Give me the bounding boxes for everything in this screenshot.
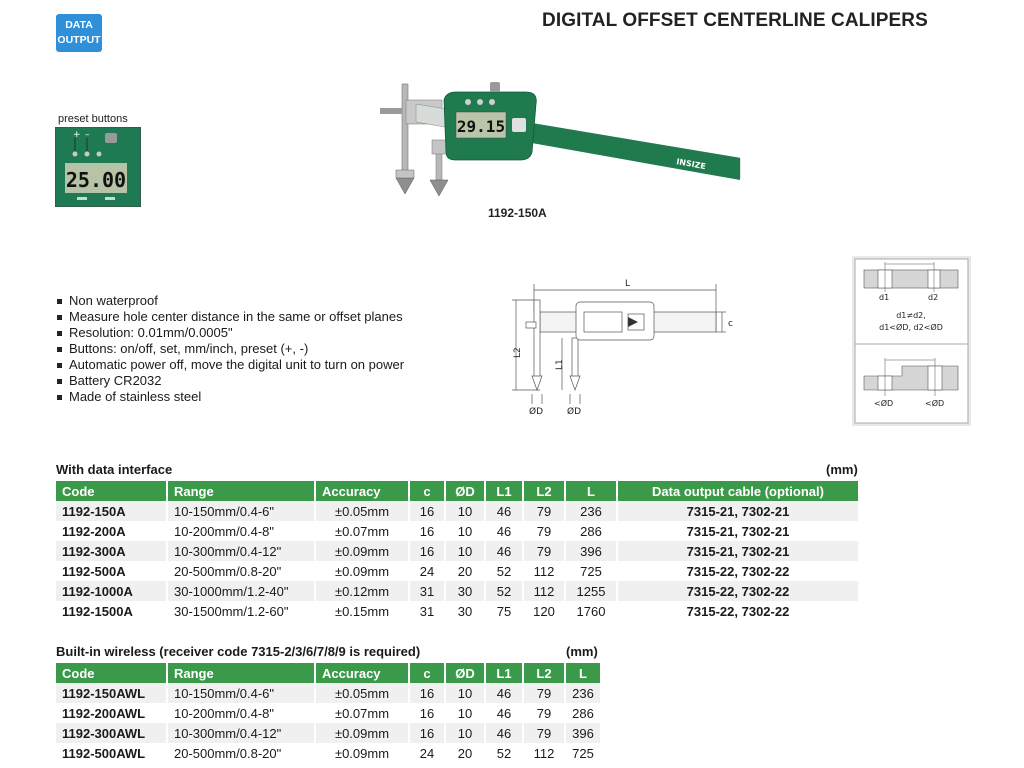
- cell-c: 16: [409, 541, 445, 561]
- table-row: [56, 501, 859, 521]
- cell-l: 236: [565, 683, 601, 703]
- cell-accuracy: ±0.09mm: [315, 723, 409, 743]
- cell-l1: 52: [485, 743, 523, 763]
- cell-l1: 46: [485, 703, 523, 723]
- cell-range: 30-1500mm/1.2-60": [167, 601, 315, 621]
- table-row: [56, 541, 859, 561]
- cell-l2: 112: [523, 581, 565, 601]
- caliper-image: [376, 82, 746, 200]
- table-row: [56, 601, 859, 621]
- col-l1: L1: [485, 663, 523, 683]
- col-l1: L1: [485, 481, 523, 501]
- cell-l2: 112: [523, 561, 565, 581]
- cell-l1: 52: [485, 581, 523, 601]
- dim-c-label: c: [728, 319, 733, 329]
- cell-l2: 79: [523, 501, 565, 521]
- cell-accuracy: ±0.07mm: [315, 703, 409, 723]
- col-code: Code: [56, 481, 167, 501]
- cell-l: 1760: [565, 601, 617, 621]
- cell-accuracy: ±0.09mm: [315, 541, 409, 561]
- cell-cable: 7315-21, 7302-21: [617, 541, 859, 561]
- table-row: [56, 561, 859, 581]
- dim-L1-label: L1: [555, 359, 565, 370]
- note-d2: d2: [928, 293, 939, 302]
- cell-accuracy: ±0.15mm: [315, 601, 409, 621]
- model-label: 1192-150A: [488, 206, 547, 220]
- table2-title: Built-in wireless (receiver code 7315-2/3/6/7/8/9 is required): [56, 644, 421, 659]
- cell-od: 10: [445, 501, 485, 521]
- cell-l1: 46: [485, 521, 523, 541]
- cell-accuracy: ±0.12mm: [315, 581, 409, 601]
- dim-L2-label: L2: [513, 347, 523, 358]
- cell-l2: 79: [523, 541, 565, 561]
- table2-unit: (mm): [566, 644, 598, 659]
- cell-l: 236: [565, 501, 617, 521]
- cell-cable: 7315-22, 7302-22: [617, 561, 859, 581]
- cell-c: 24: [409, 561, 445, 581]
- note-d1: d1: [879, 293, 890, 302]
- cell-l1: 46: [485, 723, 523, 743]
- cell-l1: 52: [485, 561, 523, 581]
- cell-c: 24: [409, 743, 445, 763]
- cell-od: 10: [445, 521, 485, 541]
- cell-c: 16: [409, 501, 445, 521]
- col-accuracy: Accuracy: [315, 663, 409, 683]
- feature-item: Battery CR2032: [56, 373, 404, 389]
- cell-code: 1192-150AWL: [56, 683, 167, 703]
- cell-c: 16: [409, 703, 445, 723]
- col-od: ØD: [445, 663, 485, 683]
- cell-l2: 79: [523, 521, 565, 541]
- cell-cable: 7315-21, 7302-21: [617, 501, 859, 521]
- wireless-table: [56, 663, 602, 763]
- cell-c: 31: [409, 581, 445, 601]
- cell-c: 16: [409, 521, 445, 541]
- note-line1: d1≠d2,: [896, 311, 926, 320]
- cell-l2: 120: [523, 601, 565, 621]
- brand-logo: INSIZE: [675, 157, 707, 172]
- cell-l2: 79: [523, 703, 565, 723]
- feature-item: Resolution: 0.01mm/0.0005": [56, 325, 404, 341]
- cell-range: 10-300mm/0.4-12": [167, 541, 315, 561]
- cell-code: 1192-1500A: [56, 601, 167, 621]
- table-row: [56, 703, 601, 723]
- cell-od: 30: [445, 601, 485, 621]
- cell-c: 16: [409, 723, 445, 743]
- col-l: L: [565, 481, 617, 501]
- feature-item: Automatic power off, move the digital unit to turn on power: [56, 357, 404, 373]
- cell-range: 10-150mm/0.4-6": [167, 683, 315, 703]
- cell-code: 1192-200AWL: [56, 703, 167, 723]
- col-l2: L2: [523, 481, 565, 501]
- table-row: [56, 581, 859, 601]
- dim-OD2-label: ØD: [567, 407, 582, 417]
- main-display-value: 29.15: [456, 117, 506, 136]
- cell-range: 20-500mm/0.8-20": [167, 743, 315, 763]
- preset-buttons-label: preset buttons: [58, 113, 128, 125]
- cell-accuracy: ±0.09mm: [315, 561, 409, 581]
- cell-range: 20-500mm/0.8-20": [167, 561, 315, 581]
- cell-od: 10: [445, 541, 485, 561]
- cell-od: 10: [445, 723, 485, 743]
- badge-line1: DATA: [65, 19, 93, 31]
- dim-L-label: L: [625, 279, 631, 289]
- col-c: c: [409, 481, 445, 501]
- page-title: DIGITAL OFFSET CENTERLINE CALIPERS: [542, 10, 928, 31]
- dim-OD1-label: ØD: [529, 407, 544, 417]
- table-row: [56, 743, 601, 763]
- cell-accuracy: ±0.05mm: [315, 683, 409, 703]
- cell-range: 10-200mm/0.4-8": [167, 703, 315, 723]
- table-row: [56, 723, 601, 743]
- cell-accuracy: ±0.05mm: [315, 501, 409, 521]
- col-range: Range: [167, 481, 315, 501]
- cell-code: 1192-500AWL: [56, 743, 167, 763]
- feature-list: [56, 293, 404, 405]
- cell-l: 725: [565, 561, 617, 581]
- note-od1: <ØD: [874, 399, 894, 408]
- cell-accuracy: ±0.09mm: [315, 743, 409, 763]
- cell-l: 286: [565, 521, 617, 541]
- cell-cable: 7315-22, 7302-22: [617, 601, 859, 621]
- dimension-diagram: [510, 272, 740, 422]
- table-row: [56, 521, 859, 541]
- cell-l2: 79: [523, 723, 565, 743]
- cell-l2: 112: [523, 743, 565, 763]
- svg-text:–: –: [85, 130, 90, 140]
- preset-display-value: 25.00: [65, 168, 127, 192]
- svg-text:+: +: [73, 130, 81, 140]
- cell-od: 20: [445, 561, 485, 581]
- cell-range: 10-150mm/0.4-6": [167, 501, 315, 521]
- feature-item: Non waterproof: [56, 293, 404, 309]
- cell-accuracy: ±0.07mm: [315, 521, 409, 541]
- col-range: Range: [167, 663, 315, 683]
- feature-item: Made of stainless steel: [56, 389, 404, 405]
- table-row: [56, 683, 601, 703]
- cell-l: 725: [565, 743, 601, 763]
- cell-code: 1192-300A: [56, 541, 167, 561]
- cell-l1: 46: [485, 541, 523, 561]
- cell-c: 31: [409, 601, 445, 621]
- cell-code: 1192-150A: [56, 501, 167, 521]
- table1-title: With data interface: [56, 462, 173, 477]
- cell-code: 1192-300AWL: [56, 723, 167, 743]
- feature-item: Measure hole center distance in the same or offset planes: [56, 309, 404, 325]
- cell-cable: 7315-21, 7302-21: [617, 521, 859, 541]
- cell-range: 10-300mm/0.4-12": [167, 723, 315, 743]
- cell-c: 16: [409, 683, 445, 703]
- col-cable: Data output cable (optional): [617, 481, 859, 501]
- cell-l: 1255: [565, 581, 617, 601]
- col-code: Code: [56, 663, 167, 683]
- cell-l1: 46: [485, 683, 523, 703]
- note-od2: <ØD: [925, 399, 945, 408]
- feature-item: Buttons: on/off, set, mm/inch, preset (+, -): [56, 341, 404, 357]
- cell-code: 1192-1000A: [56, 581, 167, 601]
- cell-code: 1192-500A: [56, 561, 167, 581]
- cell-l1: 46: [485, 501, 523, 521]
- col-l: L: [565, 663, 601, 683]
- cell-l: 286: [565, 703, 601, 723]
- cell-cable: 7315-22, 7302-22: [617, 581, 859, 601]
- table1-unit: (mm): [826, 462, 858, 477]
- cell-l: 396: [565, 723, 601, 743]
- cell-l1: 75: [485, 601, 523, 621]
- hole-note-diagram: [852, 256, 971, 426]
- cell-od: 10: [445, 683, 485, 703]
- table-header-row: [56, 481, 859, 501]
- data-output-badge: [56, 14, 102, 52]
- cell-range: 10-200mm/0.4-8": [167, 521, 315, 541]
- table-header-row: [56, 663, 601, 683]
- cell-od: 20: [445, 743, 485, 763]
- cell-code: 1192-200A: [56, 521, 167, 541]
- col-od: ØD: [445, 481, 485, 501]
- cell-l: 396: [565, 541, 617, 561]
- col-l2: L2: [523, 663, 565, 683]
- col-c: c: [409, 663, 445, 683]
- cell-od: 30: [445, 581, 485, 601]
- data-interface-table: [56, 481, 860, 621]
- col-accuracy: Accuracy: [315, 481, 409, 501]
- cell-l2: 79: [523, 683, 565, 703]
- preset-buttons-image: [55, 127, 141, 207]
- cell-od: 10: [445, 703, 485, 723]
- cell-range: 30-1000mm/1.2-40": [167, 581, 315, 601]
- badge-line2: OUTPUT: [57, 34, 101, 46]
- note-line2: d1<ØD, d2<ØD: [879, 323, 943, 332]
